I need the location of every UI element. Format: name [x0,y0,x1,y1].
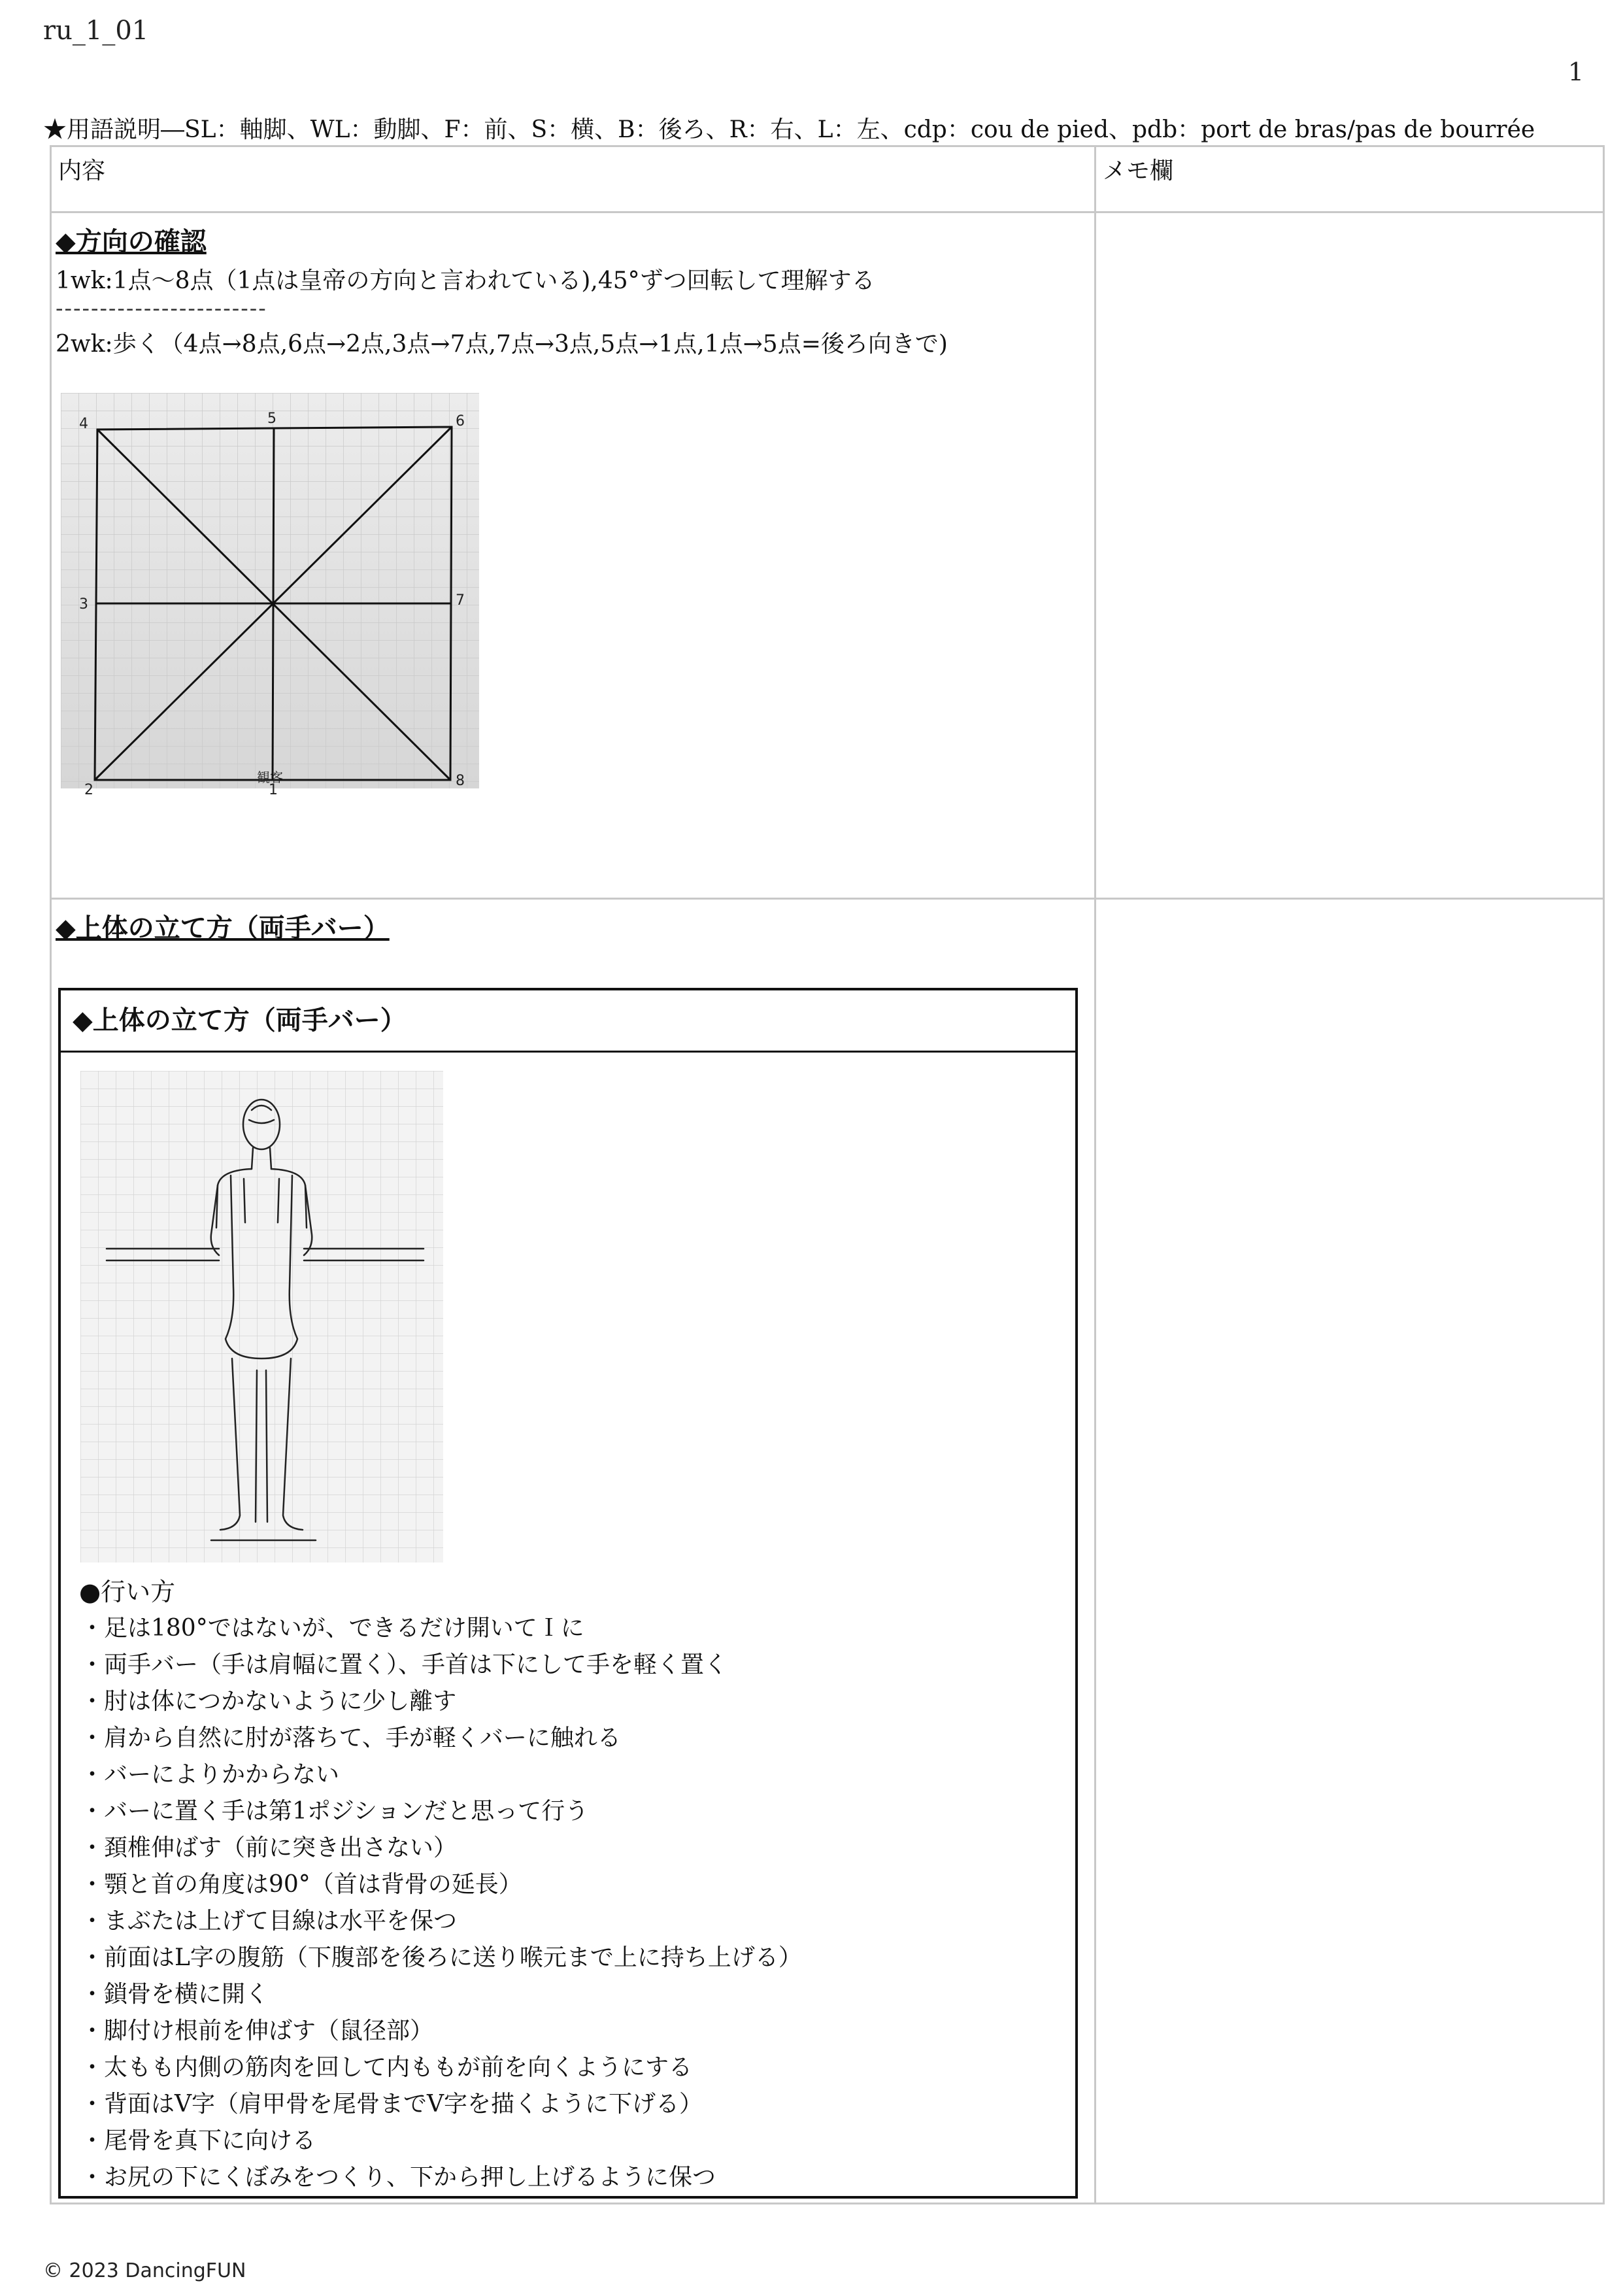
diagram-label-2: 2 [84,782,93,798]
posture-box [58,988,1078,2199]
document-id: ru_1_01 [43,16,149,46]
list-item: ・両手バー（手は肩幅に置く）、手首は下にして手を軽く置く [80,1651,728,1678]
diagram-label-3: 3 [79,596,88,613]
list-item: ・肘は体につかないように少し離す [80,1688,457,1715]
section2-cell [51,899,1096,2204]
list-item: ・バーによりかからない [80,1761,340,1788]
list-item: ・肩から自然に肘が落ちて、手が軽くバーに触れる [80,1725,621,1751]
diagram-audience-label: 観客 [257,769,283,785]
diagram-label-8: 8 [456,773,465,789]
header-content: 内容 [51,146,1096,212]
list-item: ・足は180°ではないが、できるだけ開いてＩに [80,1615,584,1642]
list-item: ・前面はL字の腹筋（下腹部を後ろに送り喉元まで上に持ち上げる） [80,1944,802,1971]
list-item: ・尾骨を真下に向ける [80,2127,316,2154]
page-number: 1 [1567,58,1584,86]
list-item: ・背面はV字（肩甲骨を尾骨までV字を描くように下げる） [80,2091,703,2118]
glossary-line: ★用語説明―SL：軸脚、WL：動脚、F：前、S：横、B：後ろ、R：右、L：左、cdp：cou de pied、pdb：port de bras/pas de bourrée [43,116,1535,143]
section2-memo-cell [1096,899,1604,2204]
list-item: ・鎖骨を横に開く [80,1981,269,2008]
diagram-label-4: 4 [79,416,88,432]
posture-figure [80,1071,443,1562]
diagram-label-6: 6 [456,413,465,430]
section1-cell [51,212,1096,899]
list-item: ・バーに置く手は第1ポジションだと思って行う [80,1798,589,1825]
diagram-label-5: 5 [267,411,276,427]
how-to-list [80,1610,1075,2196]
copyright-footer: © 2023 DancingFUN [43,2259,246,2282]
section1-line1: 1wk:1点〜8点（1点は皇帝の方向と言われている),45°ずつ回転して理解する [56,267,875,294]
section1-memo-cell [1096,212,1604,899]
section1-line2: 2wk:歩く（4点→8点,6点→2点,3点→7点,7点→3点,5点→1点,1点→5点=後ろ向きで) [56,331,948,358]
list-item: ・太もも内側の筋肉を回して内ももが前を向くようにする [80,2054,693,2081]
direction-diagram [61,393,479,798]
section2-title: ◆上体の立て方（両手バー） [56,913,390,943]
list-item: ・お尻の下にくぼみをつくり、下から押し上げるように保つ [80,2164,716,2191]
posture-box-title: ◆上体の立て方（両手バー） [61,990,1075,1053]
section1-dashes: ------------------------ [56,295,267,322]
header-memo: メモ欄 [1096,146,1604,212]
list-item: ・顎と首の角度は90°（首は背骨の延長） [80,1871,522,1898]
list-item: ・頚椎伸ばす（前に突き出さない） [80,1834,458,1861]
diagram-label-7: 7 [456,592,465,609]
how-to-title: ●行い方 [79,1578,176,1606]
diagram-label-1: 1 [269,782,278,798]
content-table [50,145,1605,2204]
section1-title: ◆方向の確認 [56,227,207,257]
list-item: ・まぶたは上げて目線は水平を保つ [80,1908,458,1934]
list-item: ・脚付け根前を伸ばす（鼠径部） [80,2017,434,2044]
